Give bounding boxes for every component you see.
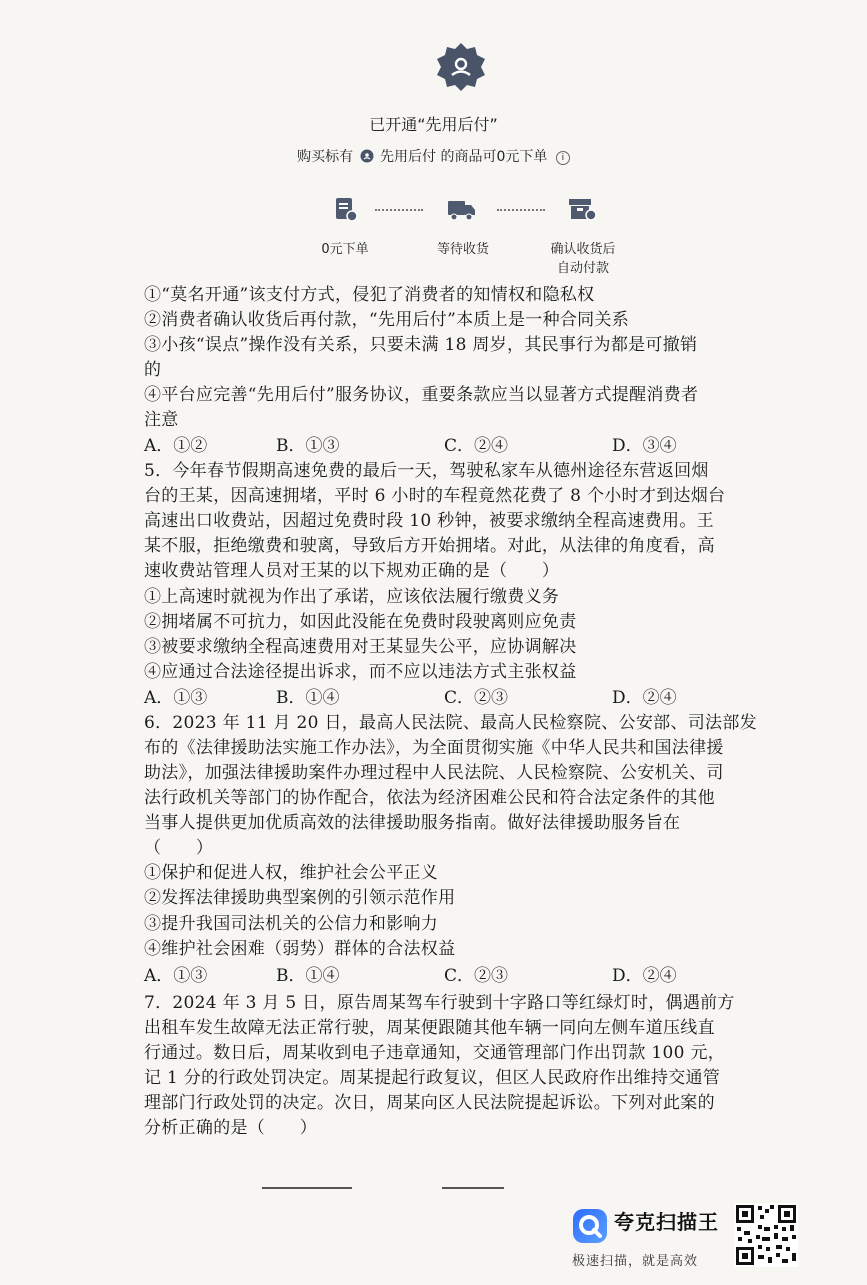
document-icon — [331, 195, 359, 223]
q4-option-a[interactable]: A．①② — [144, 436, 208, 456]
pay-later-badge-icon — [360, 149, 374, 163]
promo-sub-prefix: 购买标有 — [297, 149, 354, 165]
q5-statement: ②拥堵属不可抗力，如因此没能在免费时段驶离则应免责 — [144, 612, 577, 632]
q5-stem-line: 速收费站管理人员对王某的以下规劝正确的是（ ） — [144, 561, 560, 581]
q5-option-b[interactable]: B．①④ — [276, 688, 340, 708]
step-label-order: 0元下单 — [321, 242, 369, 257]
q6-stem-line: 当事人提供更加优质高效的法律援助服务指南。做好法律援助服务旨在 — [144, 813, 681, 833]
q5-option-c[interactable]: C．②③ — [444, 688, 509, 708]
q6-stem-line: 助法》，加强法律援助案件办理过程中人民法院、人民检察院、公安机关、司 — [144, 763, 724, 783]
q5-statement: ③被要求缴纳全程高速费用对王某显失公平，应协调解决 — [144, 637, 577, 657]
q6-statement: ②发挥法律援助典型案例的引领示范作用 — [144, 888, 456, 908]
info-icon[interactable]: i — [556, 151, 570, 165]
q5-stem-line: 台的王某，因高速拥堵，平时 6 小时的车程竟然花费了 8 个小时才到达烟台 — [144, 486, 726, 506]
q6-stem-line: 6．2023 年 11 月 20 日，最高人民法院、最高人民检察院、公安部、司法部发 — [144, 713, 757, 733]
brand-slogan: 极速扫描，就是高效 — [572, 1254, 699, 1269]
q5-stem-line: 5．今年春节假期高速免费的最后一天，驾驶私家车从德州途径东营返回烟 — [144, 461, 709, 481]
footer-divider — [262, 1187, 352, 1189]
q5-option-a[interactable]: A．①③ — [144, 688, 208, 708]
q6-statement: ④维护社会困难（弱势）群体的合法权益 — [144, 939, 456, 959]
q6-answer-blank: （ ） — [144, 838, 214, 858]
q6-option-d[interactable]: D．②④ — [612, 966, 677, 986]
footer-divider — [442, 1187, 504, 1189]
q6-option-a[interactable]: A．①③ — [144, 966, 208, 986]
q7-stem-line: 理部门行政处罚的决定。次日，周某向区人民法院提起诉讼。下列对此案的 — [144, 1093, 715, 1113]
box-pay-icon — [566, 195, 598, 223]
step-label-confirm — [535, 240, 631, 278]
q6-statement: ③提升我国司法机关的公信力和影响力 — [144, 914, 439, 934]
q5-stem-line: 高速出口收费站，因超过免费时段 10 秒钟，被要求缴纳全程高速费用。王 — [144, 511, 714, 531]
q6-statement: ①保护和促进人权，维护社会公平正义 — [144, 863, 439, 883]
q7-stem-line: 7．2024 年 3 月 5 日，原告周某驾车行驶到十字路口等红绿灯时，偶遇前方 — [144, 993, 735, 1013]
promo-subtitle — [0, 146, 867, 166]
q6-stem-line: 法行政机关等部门的协作配合，依法为经济困难公民和符合法定条件的其他 — [144, 788, 715, 808]
promo-title: 已开通“先用后付” — [369, 115, 498, 134]
q7-stem-line: 行通过。数日后，周某收到电子违章通知，交通管理部门作出罚款 100 元， — [144, 1043, 726, 1063]
brand-name: 夸克扫描王 — [614, 1210, 719, 1234]
qr-code-icon[interactable] — [734, 1203, 798, 1267]
q4-statement: ③小孩“误点”操作没有关系，只要未满 18 周岁，其民事行为都是可撤销 — [144, 335, 698, 355]
step-connector — [375, 209, 423, 211]
q5-option-d[interactable]: D．②④ — [612, 688, 677, 708]
q4-option-c[interactable]: C．②④ — [444, 436, 509, 456]
q4-statement: ④平台应完善“先用后付”服务协议，重要条款应当以显著方式提醒消费者 — [144, 385, 699, 405]
q4-statement-cont: 的 — [144, 360, 162, 380]
promo-sub-suffix: 的商品可0元下单 — [440, 149, 548, 165]
step-label-confirm-line2: 自动付款 — [556, 261, 609, 276]
q4-statement-cont: 注意 — [144, 410, 179, 430]
step-label-waiting: 等待收货 — [436, 242, 489, 257]
q4-option-d[interactable]: D．③④ — [612, 436, 677, 456]
step-label-confirm-line1: 确认收货后 — [550, 242, 616, 257]
q5-statement: ①上高速时就视为作出了承诺，应该依法履行缴费义务 — [144, 587, 560, 607]
quark-logo-icon — [572, 1208, 608, 1244]
q6-option-b[interactable]: B．①④ — [276, 966, 340, 986]
user-shield-badge-icon — [436, 42, 486, 92]
q7-stem-line: 记 1 分的行政处罚决定。周某提起行政复议，但区人民政府作出维持交通管 — [144, 1068, 721, 1088]
q7-stem-line: 分析正确的是（ ） — [144, 1118, 317, 1138]
step-connector — [497, 209, 545, 211]
q6-stem-line: 布的《法律援助法实施工作办法》，为全面贯彻实施《中华人民共和国法律援 — [144, 738, 724, 758]
q7-stem-line: 出租车发生故障无法正常行驶，周某便跟随其他车辆一同向左侧车道压线直 — [144, 1018, 715, 1038]
promo-sub-tag: 先用后付 — [380, 149, 437, 165]
q4-option-b[interactable]: B．①③ — [276, 436, 340, 456]
q6-option-c[interactable]: C．②③ — [444, 966, 509, 986]
q4-statement: ②消费者确认收货后再付款，“先用后付”本质上是一种合同关系 — [144, 310, 630, 330]
truck-icon — [446, 195, 476, 223]
q5-statement: ④应通过合法途径提出诉求，而不应以违法方式主张权益 — [144, 662, 577, 682]
q4-statement: ①“莫名开通”该支付方式，侵犯了消费者的知情权和隐私权 — [144, 285, 595, 305]
q5-stem-line: 某不服，拒绝缴费和驶离，导致后方开始拥堵。对此，从法律的角度看，高 — [144, 536, 715, 556]
